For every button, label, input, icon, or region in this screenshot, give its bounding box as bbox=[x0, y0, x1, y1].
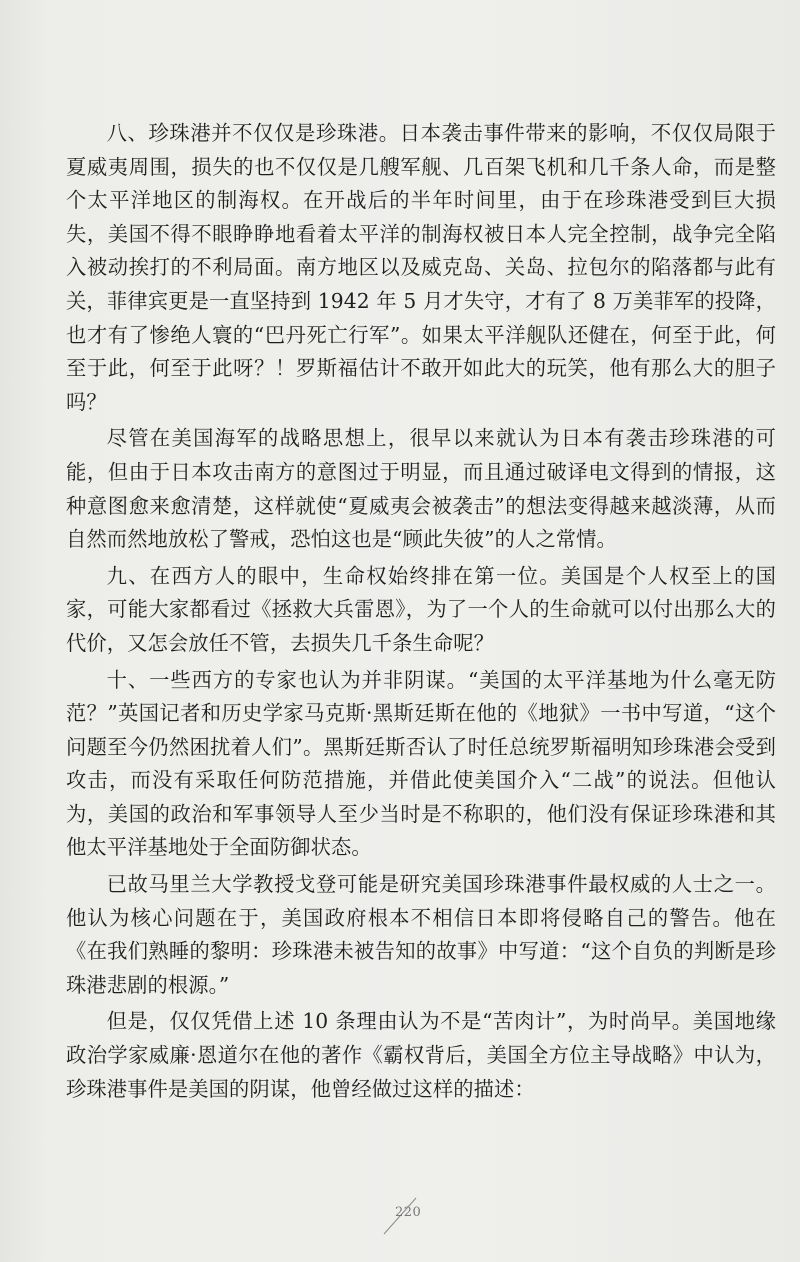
body-text bbox=[66, 117, 776, 1106]
paragraph-ten: 十、一些西方的专家也认为并非阴谋。“美国的太平洋基地为什么毫无防范？”英国记者和历史学家马克斯·黑斯廷斯在他的《地狱》一书中写道，“这个问题至今仍然困扰着人们”。黑斯廷斯否认了时任总统罗斯福明知珍珠港会受到攻击，而没有采取任何防范措施，并借此使美国介入“二战”的说法。但他认为，美国的政治和军事领导人至少当时是不称职的，他们没有保证珍珠港和其他太平洋基地处于全面防御状态。 bbox=[66, 667, 776, 860]
page-number: 220 bbox=[395, 1205, 422, 1220]
paragraph-nine: 九、在西方人的眼中，生命权始终排在第一位。美国是个人权至上的国家，可能大家都看过《拯救大兵雷恩》，为了一个人的生命就可以付出那么大的代价，又怎会放任不管，去损失几千条生命呢？ bbox=[66, 563, 776, 655]
page-folio bbox=[380, 1196, 440, 1236]
paragraph-naval-strategy: 尽管在美国海军的战略思想上，很早以来就认为日本有袭击珍珠港的可能，但由于日本攻击南方的意图过于明显，而且通过破译电文得到的情报，这种意图愈来愈清楚，这样就使“夏威夷会被袭击”的想法变得越来越淡薄，从而自然而然地放松了警戒，恐怕这也是“顾此失彼”的人之常情。 bbox=[66, 426, 776, 552]
paragraph-eight: 八、珍珠港并不仅仅是珍珠港。日本袭击事件带来的影响，不仅仅局限于夏威夷周围，损失的也不仅仅是几艘军舰、几百架飞机和几千条人命，而是整个太平洋地区的制海权。在开战后的半年时间里，由于在珍珠港受到巨大损失，美国不得不眼睁睁地看着太平洋的制海权被日本人完全控制，战争完全陷入被动挨打的不利局面。南方地区以及威克岛、关岛、拉包尔的陷落都与此有关，菲律宾更是一直坚持到 1942 年 5 月才失守，才有了 8 万美菲军的投降，也才有了惨绝人寰的“巴丹死亡行军”。如果太平洋舰队还健在，何至于此，何至于此，何至于此呀？！罗斯福估计不敢开如此大的玩笑，他有那么大的胆子吗？ bbox=[66, 121, 776, 414]
paragraph-gordon: 已故马里兰大学教授戈登可能是研究美国珍珠港事件最权威的人士之一。他认为核心问题在于，美国政府根本不相信日本即将侵略自己的警告。他在《在我们熟睡的黎明：珍珠港未被告知的故事》中写道：“这个自负的判断是珍珠港悲剧的根源。” bbox=[66, 872, 776, 997]
paragraph-engdahl: 但是，仅仅凭借上述 10 条理由认为不是“苦肉计”，为时尚早。美国地缘政治学家威廉·恩道尔在他的著作《霸权背后，美国全方位主导战略》中认为，珍珠港事件是美国的阴谋，他曾经做过这样的描述： bbox=[66, 1009, 776, 1101]
